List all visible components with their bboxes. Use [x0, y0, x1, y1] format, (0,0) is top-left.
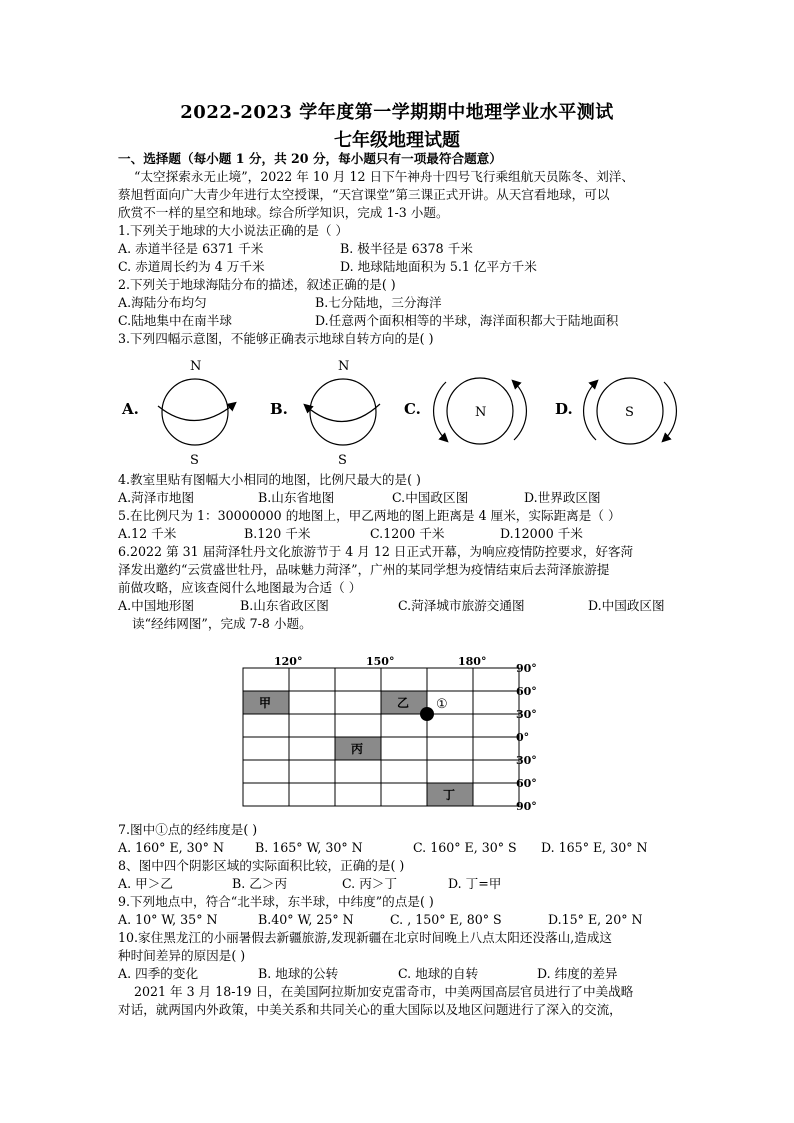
q5-option-c: C.1200 千米 — [370, 526, 445, 541]
grid-top-label-180: 180° — [458, 655, 487, 668]
q4-option-a: A.菏泽市地图 — [118, 490, 195, 505]
q8-option-d: D. 丁=甲 — [448, 876, 502, 891]
q6-line1: 6.2022 第 31 届菏泽牡丹文化旅游节于 4 月 12 日正式开幕，为响应疫情防控要求，好客菏 — [118, 544, 634, 559]
q6-line2: 泽发出邀约“云赏盛世牡丹，品味魅力菏泽”，广州的某同学想为疫情结束后去菏泽旅游提 — [118, 562, 610, 577]
q3-label-d: D. — [555, 400, 573, 418]
latlong-grid — [236, 654, 546, 814]
q3-diagram-d — [580, 370, 680, 452]
q4-option-b: B.山东省地图 — [258, 490, 335, 505]
q3-a-north: N — [190, 359, 202, 374]
grid-point-dot — [420, 707, 434, 721]
q1-option-a: A. 赤道半径是 6371 千米 — [118, 241, 264, 256]
q6-option-a: A.中国地形图 — [118, 598, 195, 613]
q2-option-d: D.任意两个面积相等的半球，海洋面积都大于陆地面积 — [315, 313, 619, 328]
grid-label-bing: 丙 — [351, 742, 364, 756]
q4-option-d: D.世界政区图 — [524, 490, 601, 505]
q10-line1: 10.家住黑龙江的小丽暑假去新疆旅游,发现新疆在北京时间晚上八点太阳还没落山,造成这 — [118, 930, 613, 945]
grid-lat-label-60n: 60° — [516, 685, 537, 698]
q2-option-c: C.陆地集中在南半球 — [118, 313, 232, 328]
grid-lat-label-90s: 90° — [516, 800, 537, 813]
q4-stem: 4.教室里贴有图幅大小相同的地图，比例尺最大的是( ) — [118, 472, 421, 487]
q1-stem: 1.下列关于地球的大小说法正确的是（ ） — [118, 223, 349, 238]
q6-option-c: C.菏泽城市旅游交通图 — [398, 598, 525, 613]
q10-option-b: B. 地球的公转 — [258, 966, 339, 981]
q9-stem: 9.下列地点中，符合“北半球，东半球，中纬度”的点是( ) — [118, 894, 434, 909]
q10-option-a: A. 四季的变化 — [118, 966, 199, 981]
grid-point-marker: ① — [436, 697, 448, 712]
q3-a-south: S — [190, 453, 199, 468]
q6-option-d: D.中国政区图 — [588, 598, 665, 613]
q8-option-b: B. 乙＞丙 — [232, 876, 288, 891]
q9-option-a: A. 10° W, 35° N — [118, 912, 218, 927]
q9-option-c: C. , 150° E, 80° S — [390, 912, 502, 927]
q3-d-south: S — [625, 405, 634, 420]
q3-label-c: C. — [404, 400, 421, 418]
q3-stem: 3.下列四幅示意图，不能够正确表示地球自转方向的是( ) — [118, 331, 434, 346]
q5-option-d: D.12000 千米 — [500, 526, 583, 541]
q2-option-b: B.七分陆地，三分海洋 — [315, 295, 442, 310]
q3-b-north: N — [338, 359, 350, 374]
intro1-line2: 蔡旭哲面向广大青少年进行太空授课，“天宫课堂”第三课正式开讲。从天宫看地球，可以 — [118, 187, 610, 202]
grid-lat-label-30s: 30° — [516, 754, 537, 767]
q1-option-b: B. 极半径是 6378 千米 — [340, 241, 473, 256]
q5-stem: 5.在比例尺为 1：30000000 的地图上，甲乙两地的图上距离是 4 厘米，实际距离是（ ） — [118, 508, 621, 523]
grid-lat-label-30n: 30° — [516, 708, 537, 721]
intro1-line1: “太空探索永无止境”，2022 年 10 月 12 日下午神舟十四号飞行乘组航天员陈冬、刘洋、 — [134, 169, 634, 184]
grid-top-label-150: 150° — [366, 655, 395, 668]
q5-option-b: B.120 千米 — [244, 526, 311, 541]
q3-diagram-c — [430, 370, 530, 452]
grid-top-label-120: 120° — [274, 655, 303, 668]
q3-c-north: N — [475, 405, 487, 420]
q7-option-a: A. 160° E, 30° N — [118, 840, 224, 855]
q6-line3: 前做攻略，应该查阅什么地图最为合适（ ） — [118, 580, 362, 595]
grid-lat-label-60s: 60° — [516, 777, 537, 790]
grid-lat-label-90n: 90° — [516, 662, 537, 675]
q3-diagram-b — [298, 356, 388, 468]
q3-label-b: B. — [270, 400, 288, 418]
q7-option-c: C. 160° E, 30° S — [413, 840, 517, 855]
intro2: 读“经纬网图”，完成 7-8 小题。 — [132, 616, 312, 631]
grid-label-ding: 丁 — [443, 788, 456, 802]
section-heading: 一、选择题（每小题 1 分，共 20 分，每小题只有一项最符合题意） — [118, 151, 502, 166]
q8-option-c: C. 丙＞丁 — [342, 876, 397, 891]
intro3-line2: 对话，就两国内外政策，中美关系和共同关心的重大国际以及地区问题进行了深入的交流， — [118, 1002, 622, 1017]
exam-subtitle: 七年级地理试题 — [334, 130, 460, 151]
q2-stem: 2.下列关于地球海陆分布的描述，叙述正确的是( ) — [118, 277, 396, 292]
q3-label-a: A. — [122, 400, 139, 418]
q8-stem: 8、图中四个阴影区域的实际面积比较，正确的是( ) — [118, 858, 405, 873]
q10-option-d: D. 纬度的差异 — [537, 966, 618, 981]
q7-stem: 7.图中①点的经纬度是( ) — [118, 822, 258, 837]
q4-option-c: C.中国政区图 — [392, 490, 469, 505]
q1-option-d: D. 地球陆地面积为 5.1 亿平方千米 — [340, 259, 537, 274]
q10-option-c: C. 地球的自转 — [398, 966, 479, 981]
q9-option-d: D.15° E, 20° N — [548, 912, 643, 927]
q3-diagram-a — [150, 356, 240, 468]
grid-lat-label-0: 0° — [516, 731, 530, 744]
exam-title: 2022-2023 学年度第一学期期中地理学业水平测试 — [180, 102, 614, 123]
q7-option-d: D. 165° E, 30° N — [541, 840, 648, 855]
grid-label-jia: 甲 — [259, 696, 272, 710]
q10-line2: 种时间差异的原因是( ) — [118, 948, 246, 963]
q7-option-b: B. 165° W, 30° N — [255, 840, 363, 855]
q6-option-b: B.山东省政区图 — [240, 598, 329, 613]
q3-b-south: S — [338, 453, 347, 468]
grid-label-yi: 乙 — [397, 696, 410, 710]
q8-option-a: A. 甲＞乙 — [118, 876, 173, 891]
intro1-line3: 欣赏不一样的星空和地球。综合所学知识，完成 1-3 小题。 — [118, 205, 449, 220]
q9-option-b: B.40° W, 25° N — [258, 912, 354, 927]
intro3-line1: 2021 年 3 月 18-19 日，在美国阿拉斯加安克雷奇市，中美两国高层官员进行了中美战略 — [134, 984, 634, 999]
q5-option-a: A.12 千米 — [118, 526, 177, 541]
q1-option-c: C. 赤道周长约为 4 万千米 — [118, 259, 265, 274]
q2-option-a: A.海陆分布均匀 — [118, 295, 207, 310]
